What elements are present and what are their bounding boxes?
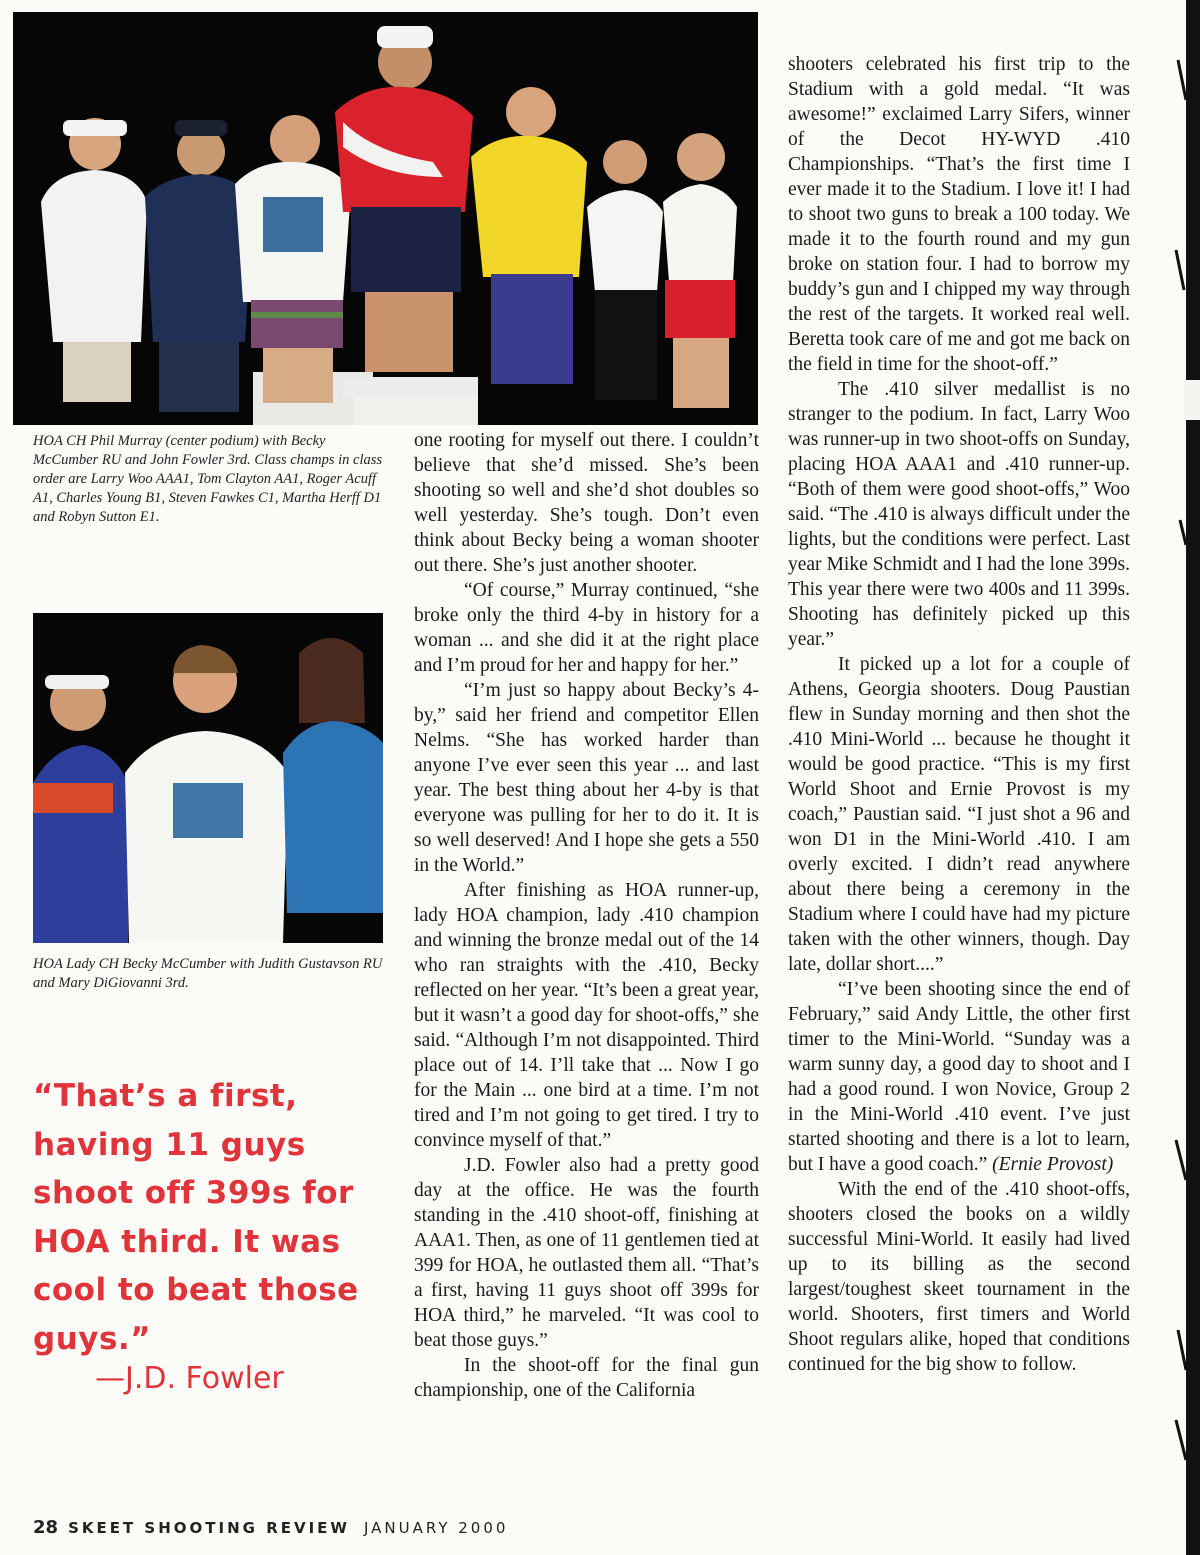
paragraph: With the end of the .410 shoot-offs, shooters closed the books on a wildly successful Mini-World. It easily had lived up to its billing as the second largest/toughest skeet tournament in the world. Shooters, first timers and World Shoot regulars alike, hoped that conditions continued for the big show to follow. bbox=[788, 1179, 1130, 1375]
paragraph: “I’m just so happy about Becky’s 4-by,” said her friend and competitor Ellen Nelms. “She has worked harder than anyone I’ve ever seen this year ... and last year. The best thing about her 4-by is that everyone was pulling for her to do it. It is so well deserved! And I hope she gets a 550 in the World.” bbox=[414, 680, 759, 876]
quote-text: “I’ve been shooting since the end of February,” said Andy Little, the other first timer to the Mini-World. “Sunday was a warm sunny day, a good day to shoot and I had a good round. I won Novice, Group 2 in the Mini-World .410 event. I’ve just started shooting and there is a lot to learn, but I have a good coach.” bbox=[788, 979, 1130, 1175]
paragraph: shooters celebrated his first trip to the Stadium with a gold medal. “It was awesome!” exclaimed Larry Sifers, winner of the Decot HY-WYD .410 Championships. “That’s the first time I ever made it to the Stadium. I love it! I had to shoot two guns to break a 100 today. We made it to the fourth round and my gun broke on station four. I had to borrow my buddy’s gun and I chipped my way through the rest of the targets. It worked real well. Beretta took care of me and got me back on the field in time for the shoot-off.” bbox=[788, 54, 1130, 375]
paragraph: “Of course,” Murray continued, “she broke only the third 4-by in history for a woman ... and she did it at the right place and I’m proud for her and happy for her.” bbox=[414, 580, 759, 676]
article-column-2 bbox=[414, 428, 759, 1403]
page-number: 28 bbox=[33, 1517, 59, 1538]
pull-quote-attribution: —J.D. Fowler bbox=[95, 1361, 284, 1396]
paragraph: The .410 silver medallist is no stranger to the podium. In fact, Larry Woo was runner-up in two shoot-offs on Sunday, placing HOA AAA1 and .410 runner-up. “Both of them were good shoot-offs,” Woo said. “The .410 is always difficult under the lights, but the conditions were perfect. Last year Mike Schmidt and I had the lone 399s. This year there were two 400s and 11 399s. Shooting has definitely picked up this year.” bbox=[788, 379, 1130, 650]
magazine-name: SKEET SHOOTING REVIEW bbox=[68, 1519, 350, 1537]
ladies-photo bbox=[33, 613, 383, 943]
pull-quote-text: “That’s a first, having 11 guys shoot off 399s for HOA third. It was cool to beat those guys.” bbox=[33, 1078, 359, 1357]
pull-quote bbox=[33, 1072, 378, 1396]
page-edge-decoration bbox=[1172, 0, 1200, 1555]
paragraph bbox=[788, 977, 1130, 1177]
paragraph: In the shoot-off for the final gun championship, one of the California bbox=[414, 1355, 759, 1401]
photo-credit: (Ernie Provost) bbox=[992, 1154, 1114, 1175]
paragraph: After finishing as HOA runner-up, lady HOA champion, lady .410 champion and winning the bronze medal out of the 14 who ran straights with the .410, Becky reflected on her year. “It’s been a great year, but it wasn’t a good day for shoot-offs,” she said. “Although I’m not disappointed. Third place out of 14. I’ll take that ... Now I go for the Main ... one bird at a time. I’m not tired and I’m not going to get tired. I try to convince myself of that.” bbox=[414, 880, 759, 1151]
photo-caption-podium: HOA CH Phil Murray (center podium) with Becky McCumber RU and John Fowler 3rd. Class champs in class order are Larry Woo AAA1, Tom Clayton AA1, Roger Acuff A1, Charles Young B1, Steven Fawkes C1, Martha Herff D1 and Robyn Sutton E1. bbox=[33, 433, 383, 525]
photo-caption-ladies: HOA Lady CH Becky McCumber with Judith Gustavson RU and Mary DiGiovanni 3rd. bbox=[33, 956, 383, 991]
paragraph: one rooting for myself out there. I couldn’t believe that she’d missed. She’s been shooting so well and she’d shot doubles so well yesterday. She’s tough. Don’t even think about Becky being a woman shooter out there. She’s just another shooter. bbox=[414, 430, 759, 576]
page-footer bbox=[33, 1517, 508, 1538]
paragraph: It picked up a lot for a couple of Athens, Georgia shooters. Doug Paustian flew in Sunday morning and then shot the .410 Mini-World ... because he thought it would be good practice. “This is my first World Shoot and Ernie Provost is my coach,” Paustian said. “I just shot a 96 and won D1 in the Mini-World .410. I am overly excited. I didn’t read anywhere about there being a ceremony in the Stadium where I could have had my picture taken with the other winners, though. Day late, dollar short....” bbox=[788, 654, 1130, 975]
paragraph: J.D. Fowler also had a pretty good day at the office. He was the fourth standing in the .410 shoot-off, finishing at AAA1. Then, as one of 11 gentlemen tied at 399 for HOA, he outlasted them all. “That’s a first, having 11 guys shoot off 399s for HOA third,” he marveled. “It was cool to beat those guys.” bbox=[414, 1155, 759, 1351]
podium-photo bbox=[13, 12, 758, 425]
issue-date: JANUARY 2000 bbox=[363, 1519, 509, 1537]
article-column-3 bbox=[788, 52, 1130, 1377]
